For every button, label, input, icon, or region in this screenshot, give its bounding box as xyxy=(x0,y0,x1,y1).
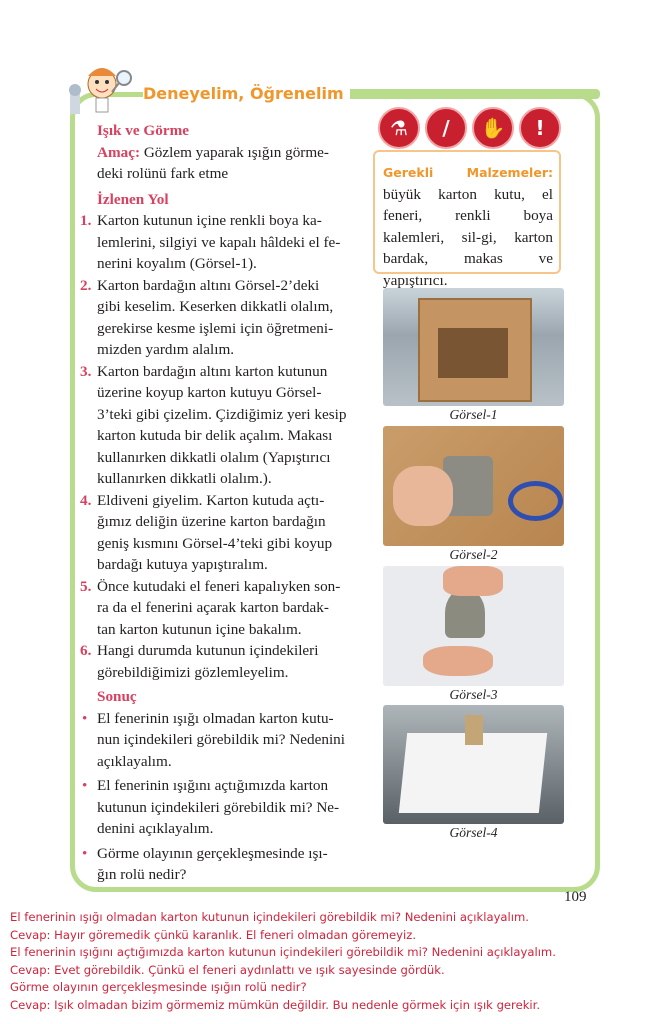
activity-title: Işık ve Görme xyxy=(97,122,189,139)
answers-block xyxy=(10,909,556,1015)
safety-icons xyxy=(378,107,561,149)
step-number: 5. xyxy=(80,577,92,595)
answer-line: Görme olayının gerçekleşmesinde ışığın rolü nedir? xyxy=(10,980,307,995)
step-text: Karton bardağın altını karton kutunun üzerine koyup karton kutuyu Görsel- 3’teki gibi çizelim. Çizdiğimiz yeri kesip karton kutuda bir delik açalım. Makası kullanırken dikkatli olalım (Yapıştırıcı kullanırken dikkatli olalım.). xyxy=(97,362,347,487)
materials-text: büyük karton kutu, el feneri, renkli boya kalemleri, sil-gi, karton bardak, makas ve yapıştırıcı. xyxy=(383,185,553,289)
answer-line: Cevap: Evet görebildik. Çünkü el feneri aydınlattı ve ışık sayesinde gördük. xyxy=(10,962,445,977)
step-text: Önce kutudaki el feneri kapalıyken son- ra da el fenerini açarak karton bardak- tan karton kutunun içine bakalım. xyxy=(97,577,341,638)
aim xyxy=(97,142,362,185)
materials-box xyxy=(373,150,561,289)
aim-text: Gözlem yaparak ışığın görme- deki rolünü fark etme xyxy=(97,143,329,182)
question-text: Görme olayının gerçekleşmesinde ışı- ğın rolü nedir? xyxy=(97,844,328,883)
steps-list xyxy=(80,210,362,683)
header-bar xyxy=(320,89,600,99)
answer-line: Cevap: Işık olmadan bizim görmemiz mümkün değildir. Bu nedenle görmek için ışık gerekir. xyxy=(10,997,541,1012)
section-title: Deneyelim, Öğrenelim xyxy=(143,84,350,103)
answer-line: Cevap: Hayır göremedik çünkü karanlık. El feneri olmadan göremeyiz. xyxy=(10,927,417,942)
questions-list xyxy=(80,708,362,886)
knife-icon: / xyxy=(425,107,467,149)
flask-icon: ⚗ xyxy=(378,107,420,149)
bullet: • xyxy=(82,709,88,727)
steps-heading: İzlenen Yol xyxy=(97,190,169,208)
photo-drawing xyxy=(383,566,564,686)
question-text: El fenerinin ışığını açtığımızda karton kutunun içindekileri görebildik mi? Ne- denini açıklayalım. xyxy=(97,777,340,837)
bullet: • xyxy=(82,777,88,794)
step-item xyxy=(80,210,362,275)
bullet: • xyxy=(82,844,88,862)
question-text: El fenerinin ışığı olmadan karton kutu- nun içindekileri görebildik mi? Nedenini açıklayalım. xyxy=(97,709,345,770)
photo-cutting xyxy=(383,426,564,546)
answer-line: El fenerinin ışığını açtığımızda karton kutunun içindekileri görebildik mi? Nedenini açıklayalım. xyxy=(10,945,556,960)
page-number: 109 xyxy=(564,889,587,905)
figure-caption: Görsel-4 xyxy=(449,825,498,840)
step-item xyxy=(80,361,362,490)
materials-label: Gerekli Malzemeler: xyxy=(383,165,553,180)
answer-line: El fenerinin ışığı olmadan karton kutunun içindekileri görebildik mi? Nedenini açıklayalım. xyxy=(10,910,529,924)
activity-content xyxy=(80,120,362,886)
step-text: Eldiveni giyelim. Karton kutuda açtı- ğımız deliğin üzerine karton bardağın geniş kısmını Görsel-4’teki gibi koyup bardağı kutuya yapıştıralım. xyxy=(97,491,333,573)
mascot-icon xyxy=(66,62,136,122)
question-item xyxy=(80,843,362,886)
step-number: 3. xyxy=(80,362,92,380)
step-number: 1. xyxy=(80,212,92,229)
step-number: 6. xyxy=(80,642,92,659)
figure-caption: Görsel-3 xyxy=(449,687,498,702)
aim-label: Amaç: xyxy=(97,143,141,161)
step-item xyxy=(80,576,362,641)
warning-icon: ! xyxy=(519,107,561,149)
step-item xyxy=(80,275,362,361)
step-text: Karton kutunun içine renkli boya ka- lemlerini, silgiyi ve kapalı hâldeki el fe- nerini koyalım (Görsel-1). xyxy=(97,212,341,272)
figure-caption: Görsel-1 xyxy=(449,407,498,422)
question-item xyxy=(80,775,362,840)
step-number: 2. xyxy=(80,276,92,294)
photo-box-with-cup xyxy=(383,705,564,824)
question-item xyxy=(80,708,362,773)
step-number: 4. xyxy=(80,491,92,509)
wash-hands-icon: ✋ xyxy=(472,107,514,149)
figure-caption: Görsel-2 xyxy=(449,547,498,562)
step-item xyxy=(80,640,362,683)
step-text: Karton bardağın altını Görsel-2’deki gibi keselim. Keserken dikkatli olalım, gerekirse kesme işlemi için öğretmeni- mizden yardım alalım. xyxy=(97,276,334,358)
step-text: Hangi durumda kutunun içindekileri görebildiğimizi gözlemleyelim. xyxy=(97,642,319,681)
photo-box xyxy=(383,288,564,406)
step-item xyxy=(80,490,362,576)
result-heading: Sonuç xyxy=(97,688,137,705)
